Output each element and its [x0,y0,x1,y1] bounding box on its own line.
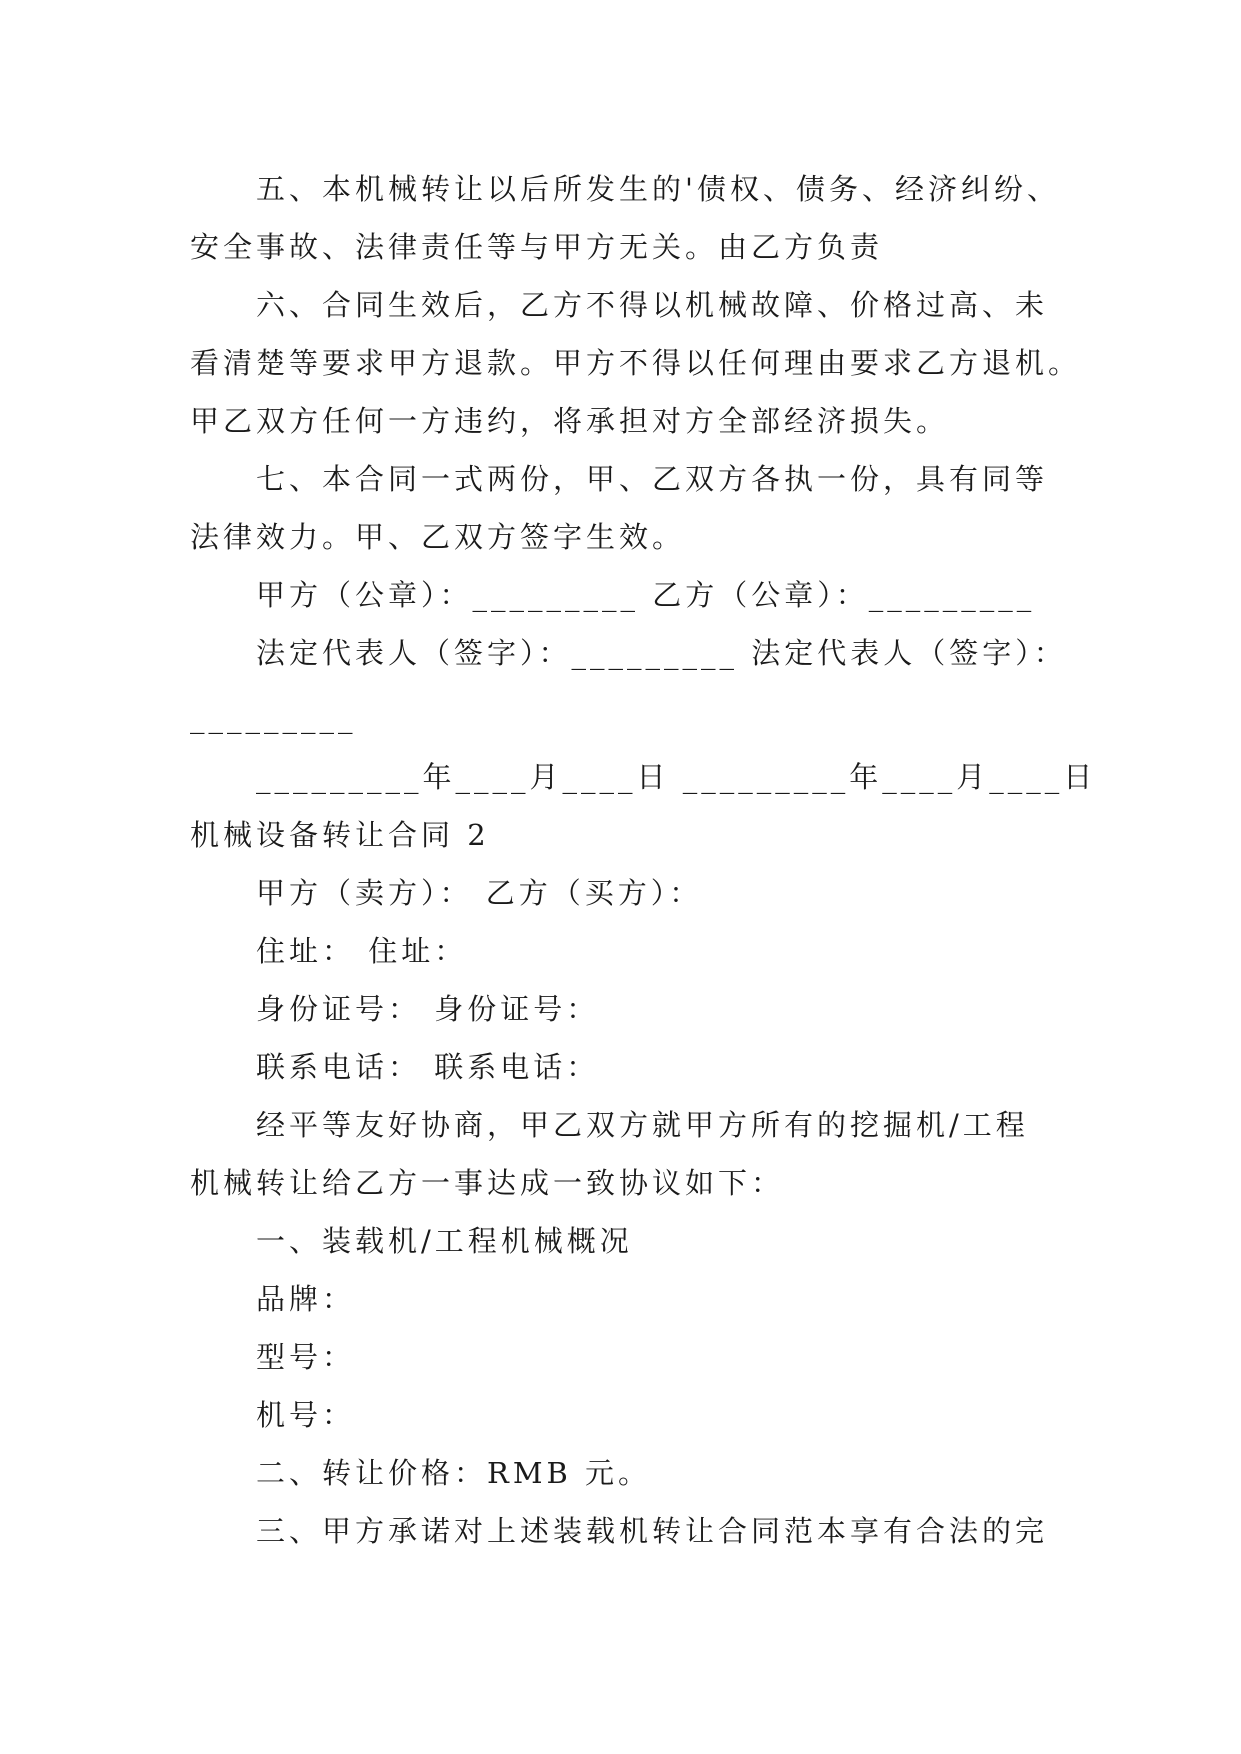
representative-blank: _________ [190,700,357,734]
clause-6-line-1: 六、合同生效后，乙方不得以机械故障、价格过高、未 [256,288,1049,322]
clause-6-line-3: 甲乙双方任何一方违约，将承担对方全部经济损失。 [190,404,950,438]
date-line: _________年____月____日 _________年____月____日 [256,760,1097,794]
clause-5-line-1: 五、本机械转让以后所发生的'债权、债务、经济纠纷、 [256,172,1060,206]
section-3-line-1: 三、甲方承诺对上述装载机转让合同范本享有合法的完 [256,1514,1049,1548]
clause-7-line-2: 法律效力。甲、乙双方签字生效。 [190,520,686,554]
seal-line: 甲方（公章）：_________ 乙方（公章）：_________ [256,578,1036,612]
document-body [190,160,1097,1560]
clause-5-line-2: 安全事故、法律责任等与甲方无关。由乙方负责 [190,230,884,264]
section-1-heading: 一、装载机/工程机械概况 [256,1224,633,1258]
parties-line: 甲方（卖方）： 乙方（买方）： [256,876,703,910]
preamble-line-2: 机械转让给乙方一事达成一致协议如下： [190,1166,785,1200]
preamble-line-1: 经平等友好协商，甲乙双方就甲方所有的挖掘机/工程 [256,1108,1029,1142]
representative-line: 法定代表人（签字）：_________ 法定代表人（签字）： [256,636,1067,670]
phone-line: 联系电话： 联系电话： [256,1050,600,1084]
address-line: 住址： 住址： [256,934,468,968]
brand-field: 品牌： [256,1282,356,1316]
machine-number-field: 机号： [256,1398,356,1432]
contract-2-title: 机械设备转让合同 2 [190,818,490,852]
model-field: 型号： [256,1340,356,1374]
clause-7-line-1: 七、本合同一式两份，甲、乙双方各执一份，具有同等 [256,462,1049,496]
section-2-price: 二、转让价格：RMB 元。 [256,1456,652,1490]
id-number-line: 身份证号： 身份证号： [256,992,600,1026]
clause-6-line-2: 看清楚等要求甲方退款。甲方不得以任何理由要求乙方退机。 [190,346,1082,380]
